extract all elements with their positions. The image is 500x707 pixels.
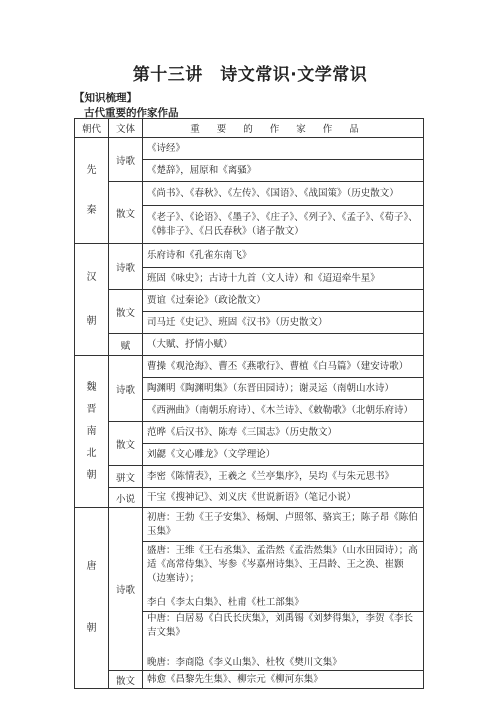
works-cell: 贾谊《过秦论》（政论散文）: [143, 290, 424, 312]
works-cell: 《诗经》: [143, 138, 424, 160]
genre-tang-poetry: 诗歌: [109, 508, 143, 671]
works-cell: 中唐：白居易《白氏长庆集》，刘禹锡《刘梦得集》，李贺《李长吉文集》 晚唐：李商隐《李义山集》、杜牧《樊川文集》: [143, 612, 424, 671]
works-cell: 盛唐：王维《王右丞集》、孟浩然《孟浩然集》（山水田园诗）；高适《高常侍集》、岑参《岑嘉州诗集》、王昌龄、王之涣、崔颢（边塞诗）； 李白《李太白集》、杜甫《杜工部集》: [143, 542, 424, 612]
table-row: [75, 334, 424, 356]
table-row: [75, 138, 424, 160]
works-cell: 韩愈《昌黎先生集》、柳宗元《柳河东集》: [143, 671, 424, 689]
works-cell: 初唐：王勃《王子安集》、杨炯、卢照邻、骆宾王；陈子昂《陈伯玉集》: [143, 508, 424, 542]
works-cell: 刘勰《文心雕龙》（文学理论）: [143, 444, 424, 466]
works-cell: 《西洲曲》（南朝乐府诗）、《木兰诗》、《敕勒歌》（北朝乐府诗）: [143, 400, 424, 422]
works-cell: 乐府诗和《孔雀东南飞》: [143, 244, 424, 268]
table-row: [75, 508, 424, 542]
works-cell: 陶渊明《陶渊明集》（东晋田园诗）；谢灵运（南朝山水诗）: [143, 378, 424, 400]
works-cell: 《楚辞》，屈原和《离骚》: [143, 160, 424, 182]
works-cell: 《老子》、《论语》、《墨子》、《庄子》、《列子》、《孟子》、《荀子》、《韩非子》、《吕氏春秋》（诸子散文）: [143, 206, 424, 244]
genre-wei-jin-prose: 散文: [109, 422, 143, 466]
works-cell: （大赋、抒情小赋）: [143, 334, 424, 356]
works-table: [74, 118, 424, 689]
table-row: [75, 671, 424, 689]
table-header-row: [75, 119, 424, 138]
table-row: [75, 466, 424, 488]
table-row: [75, 356, 424, 378]
dynasty-tang: 唐 朝: [75, 508, 109, 689]
dynasty-han: 汉 朝: [75, 244, 109, 356]
genre-tang-prose: 散文: [109, 671, 143, 689]
header-works: 重要的作家作品: [143, 119, 424, 138]
table-row: [75, 290, 424, 312]
dynasty-pre-qin: 先 秦: [75, 138, 109, 244]
table-row: [75, 182, 424, 206]
works-cell: 干宝《搜神记》、刘义庆《世说新语》（笔记小说）: [143, 488, 424, 508]
header-dynasty: 朝代: [75, 119, 109, 138]
subsection-label: 古代重要的作家作品: [84, 107, 179, 119]
genre-wei-jin-pianwen: 骈文: [109, 466, 143, 488]
dynasty-wei-jin: 魏 晋 南 北 朝: [75, 356, 109, 508]
genre-pre-qin-prose: 散文: [109, 182, 143, 244]
genre-wei-jin-poetry: 诗歌: [109, 356, 143, 422]
works-cell: 范晔《后汉书》、陈寿《三国志》（历史散文）: [143, 422, 424, 444]
genre-pre-qin-poetry: 诗歌: [109, 138, 143, 182]
header-genre: 文体: [109, 119, 143, 138]
works-cell: 曹操《观沧海》、曹丕《燕歌行》、曹植《白马篇》（建安诗歌）: [143, 356, 424, 378]
genre-han-poetry: 诗歌: [109, 244, 143, 290]
works-cell: 李密《陈情表》，王羲之《兰亭集序》，吴均《与朱元思书》: [143, 466, 424, 488]
table-row: [75, 244, 424, 268]
works-cell: 司马迁《史记》、班固《汉书》（历史散文）: [143, 312, 424, 334]
genre-han-prose: 散文: [109, 290, 143, 334]
works-cell: 《尚书》、《春秋》、《左传》、《国语》、《战国策》（历史散文）: [143, 182, 424, 206]
page-title: 第十三讲 诗文常识·文学常识: [132, 65, 368, 85]
genre-han-fu: 赋: [109, 334, 143, 356]
section-label: 【知识梳理】: [74, 92, 137, 104]
table-row: [75, 488, 424, 508]
table-row: [75, 422, 424, 444]
works-cell: 班固《咏史》；古诗十九首（文人诗）和《迢迢牵牛星》: [143, 268, 424, 290]
genre-wei-jin-fiction: 小说: [109, 488, 143, 508]
